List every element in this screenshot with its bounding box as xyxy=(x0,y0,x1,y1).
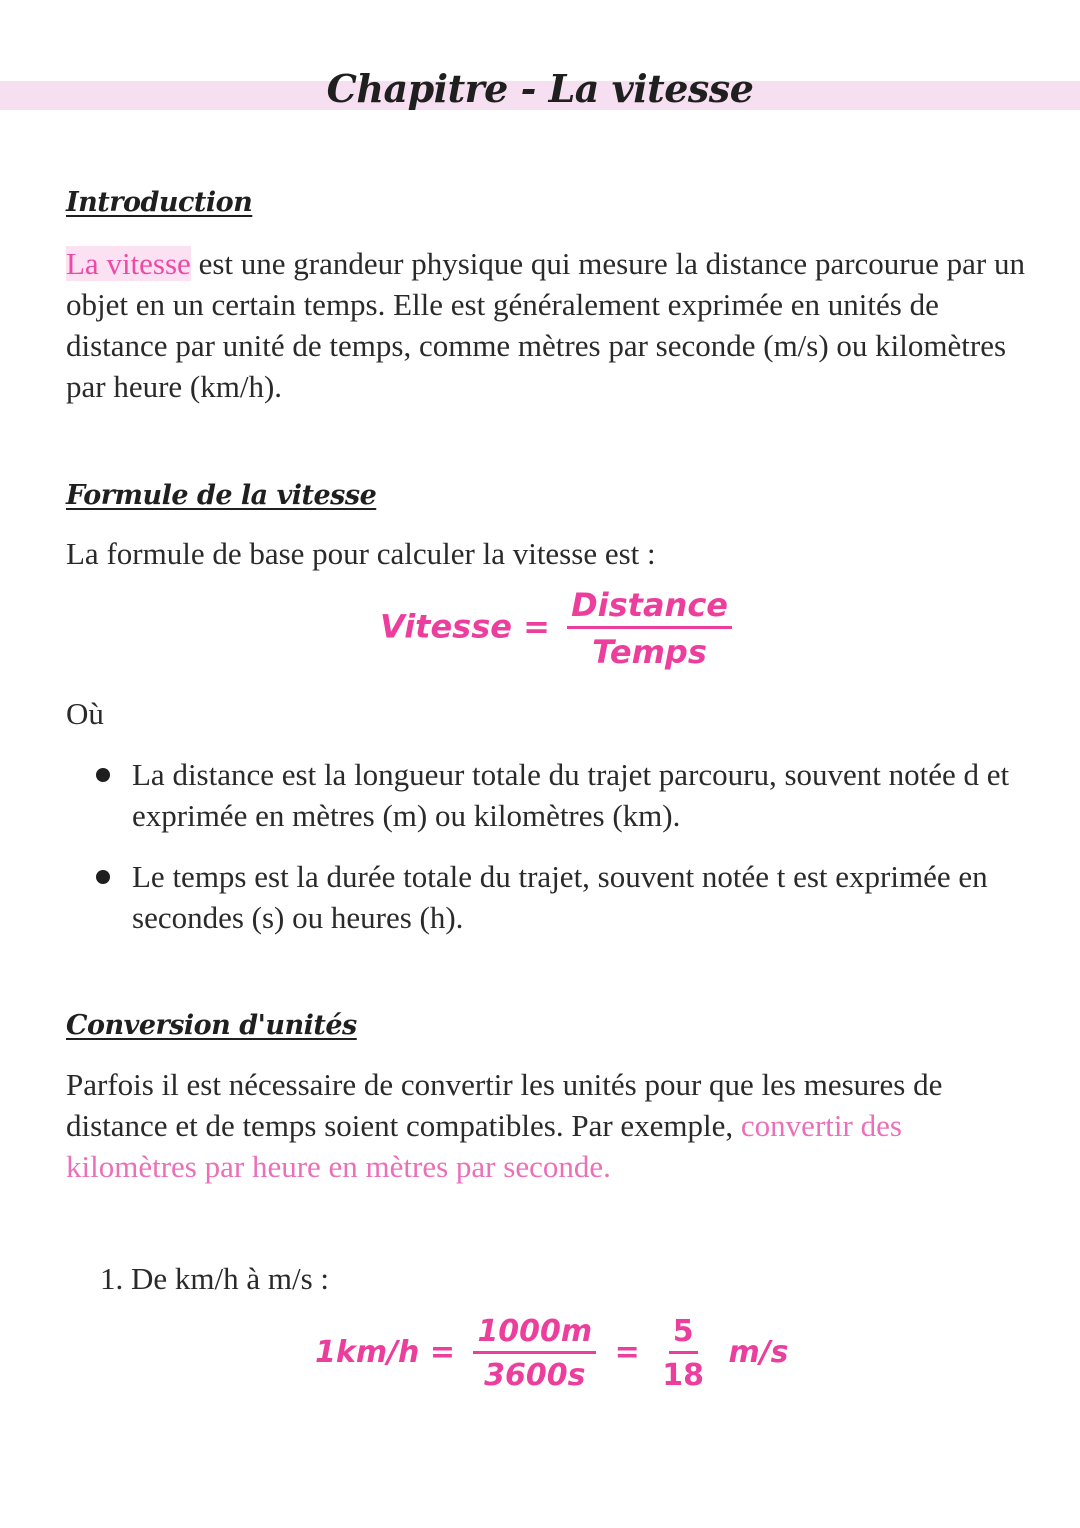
intro-heading: Introduction xyxy=(66,187,253,218)
list-item-text: La distance est la longueur totale du trajet parcouru, souvent notée d et exprimée en mètres (m) ou kilomètres (km). xyxy=(132,757,1010,833)
equation-denominator-1: 3600s xyxy=(484,1358,586,1393)
conversion-equation xyxy=(315,1314,789,1393)
conversion-heading: Conversion d'unités xyxy=(66,1010,357,1041)
list-item-text: Le temps est la durée totale du trajet, souvent notée t est exprimée en secondes (s) ou heures (h). xyxy=(132,859,988,935)
conversion-paragraph xyxy=(66,1064,1026,1187)
formula-heading: Formule de la vitesse xyxy=(66,480,377,511)
intro-paragraph xyxy=(66,243,1026,407)
formula-denominator: Temps xyxy=(592,633,707,671)
intro-text: est une grandeur physique qui mesure la distance parcourue par un objet en un certain temps. Elle est généralement exprimée en unités de distance par unité de temps, comme mètres par seconde (m/s) ou kilomètres par heure (km/h). xyxy=(66,246,1025,404)
equation-denominator-2: 18 xyxy=(662,1358,704,1393)
equation-fraction-1 xyxy=(473,1314,596,1393)
list-item xyxy=(96,754,1026,836)
equation-lhs: 1km/h = xyxy=(315,1335,455,1370)
intro-highlight: La vitesse xyxy=(66,246,191,281)
equation-equals: = xyxy=(614,1335,640,1370)
formula-fraction xyxy=(567,586,732,671)
formula-lhs: Vitesse = xyxy=(380,607,550,646)
list-item xyxy=(96,856,1026,938)
equation-numerator-1: 1000m xyxy=(473,1314,596,1354)
definition-list xyxy=(96,754,1026,958)
bullet-dot xyxy=(96,870,110,884)
conversion-text: Parfois il est nécessaire de convertir les unités pour que les mesures de distance et de temps soient compatibles. Par exemple, xyxy=(66,1067,943,1143)
formula-lead: La formule de base pour calculer la vitesse est : xyxy=(66,536,656,571)
bullet-dot xyxy=(96,768,110,782)
equation-unit: m/s xyxy=(728,1335,789,1370)
conversion-pink-text: convertir des kilomètres par heure en mètres par seconde. xyxy=(66,1108,902,1184)
speed-formula xyxy=(380,586,732,671)
equation-numerator-2: 5 xyxy=(669,1314,698,1354)
page-title: Chapitre - La vitesse xyxy=(326,66,754,111)
where-label: Où xyxy=(66,696,104,731)
formula-numerator: Distance xyxy=(567,586,732,629)
equation-fraction-2 xyxy=(658,1314,708,1393)
conversion-item-1: 1. De km/h à m/s : xyxy=(100,1261,330,1296)
